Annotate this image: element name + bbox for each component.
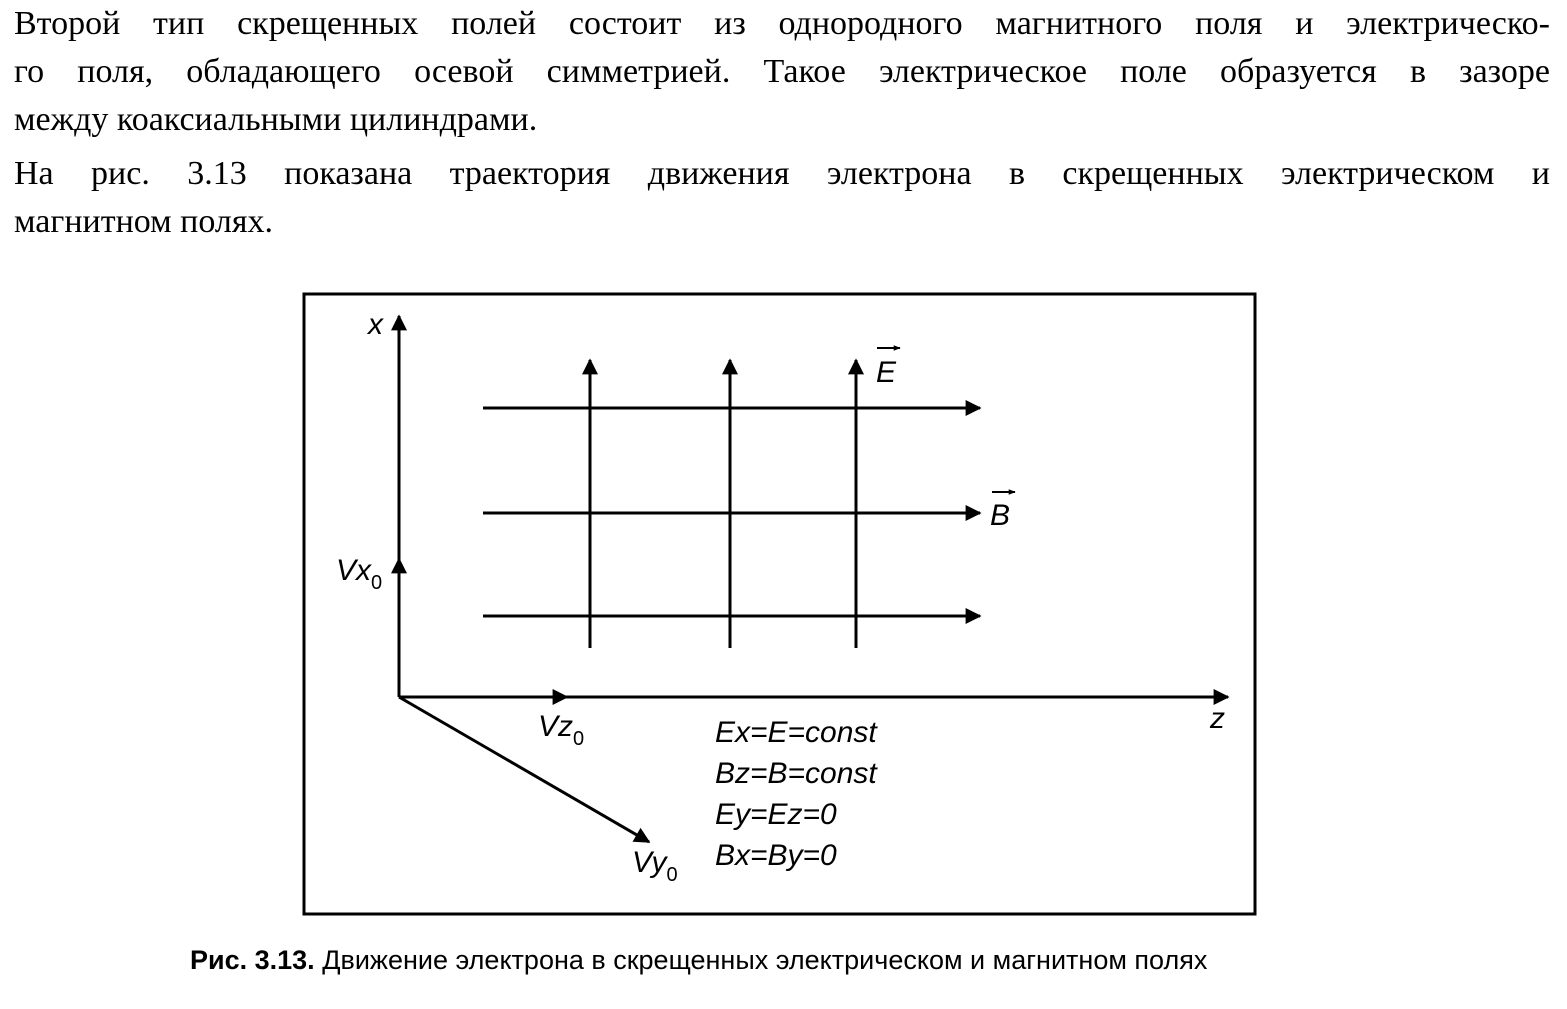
figure-caption-text: Движение электрона в скрещенных электрическом и магнитном полях (314, 945, 1208, 975)
vz-subscript: 0 (573, 728, 585, 750)
vx0-label (336, 554, 382, 594)
figure-3-13 (302, 292, 1257, 916)
vx-text: Vx (336, 554, 372, 587)
paragraph-2-line-2: магнитном полях. (14, 203, 273, 240)
paragraph-1-line-2: го поля, обладающего осевой симметрией. Такое электрическое поле образуется в зазоре (14, 53, 1550, 90)
vy-text: Vy (632, 846, 667, 879)
paragraph-1 (14, 0, 1550, 144)
paragraph-1-line-3: между коаксиальными цилиндрами. (14, 101, 538, 138)
vy-subscript: 0 (666, 864, 678, 886)
paragraph-1-line-1: Второй тип скрещенных полей состоит из однородного магнитного поля и электрическо- (14, 5, 1550, 42)
figure-caption-number: Рис. 3.13. (190, 945, 315, 975)
equation-2: Bz=B=const (715, 757, 877, 790)
equation-1: Ex=E=const (715, 716, 877, 749)
equation-4: Bx=By=0 (715, 839, 837, 872)
vy0-label (632, 846, 678, 886)
vy0-vector (399, 697, 649, 842)
z-axis-label: z (1210, 702, 1225, 735)
vz-text: Vz (538, 710, 574, 743)
paragraph-2 (14, 150, 1550, 246)
figure-diagram (302, 292, 1257, 916)
paragraph-2-line-1: На рис. 3.13 показана траектория движения электрона в скрещенных электрическом и (14, 155, 1550, 192)
x-axis-label: x (368, 308, 383, 341)
figure-caption (190, 944, 1370, 976)
e-field-label: E (876, 356, 897, 389)
vz0-label (538, 710, 584, 750)
b-field-label: B (990, 499, 1011, 532)
equation-3: Ey=Ez=0 (715, 798, 837, 831)
vx-subscript: 0 (371, 572, 383, 594)
